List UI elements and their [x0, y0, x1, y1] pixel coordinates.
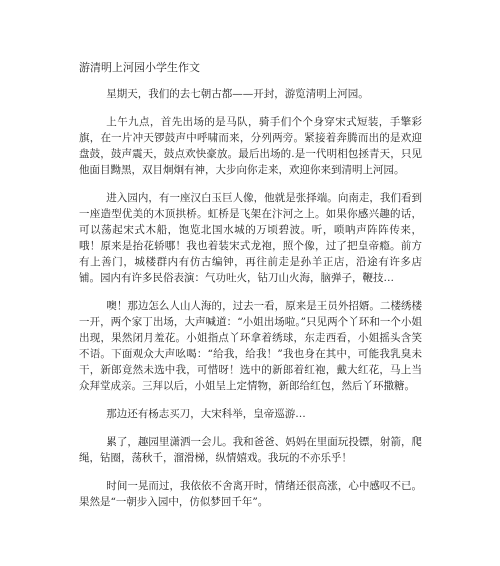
paragraph-conclusion: 时间一晃而过，我依依不舍离开时，情绪还很高涨，心中感叹不已。果然是“一朝步入园中，仿似梦回千年”。 — [79, 480, 422, 508]
paragraph-opening-ceremony: 上午九点，首先出场的是马队，骑手们个个身穿宋式短装，手擎彩旗，在一片冲天锣鼓声中呼啸而来，分列两旁。紧接着奔腾而出的是欢迎盘鼓，鼓声震天，鼓点欢快豪放。最后出场的.是一代明相包拯青天，只见他面目黝黑，双目炯炯有神，大步向你走来，欢迎你来到清明上河园。 — [79, 116, 422, 176]
paragraph-intro: 星期天，我们的去七朝古都——开封，游览清明上河园。 — [106, 88, 369, 100]
document-page — [79, 60, 422, 522]
paragraph-park-sights: 进入园内，有一座汉白玉巨人像，他就是张择端。向南走，我们看到一座造型优美的木顶拱桥。虹桥是飞架在汴河之上。如果你感兴趣的话，可以荡起宋式木船，饱览北国水城的万顷碧波。听，唢呐声阵阵传来，哦！原来是抬花轿哪！我也着装宋式龙袍，照个像，过了把皇帝瘾。前方有上善门，城楼群内有仿古编钟，再往前走是孙羊正店，沿途有许多店铺。园内有许多民俗表演：气功吐火，钻刀山火海，脑弹子，鞭技… — [79, 192, 422, 284]
paragraph-wedding-show: 噢！那边怎么人山人海的，过去一看，原来是王员外招婿。二楼绣楼一开，两个家丁出场，大声喊道：“小姐出场啦。”只见两个丫环和一个小姐出现，果然闭月羞花。小姐指点丫环拿着绣球，东走西看，小姐摇头含笑不语。下面观众大声吆喝：“给我，给我！”我也身在其中，可能我乳臭未干，新郎竟然未选中我，可惜呀！选中的新郎着红袍，戴大红花，马上当众拜堂成亲。三拜以后，小姐呈上定情物，新郎给红包，然后丫环撒糖。 — [79, 300, 422, 392]
paragraph-playground: 累了，趣园里潇洒一会儿。我和爸爸、妈妈在里面玩投镖，射箭，爬绳，钻圈，荡秋千，溜滑梯，纵情嬉戏。我玩的不亦乐乎！ — [79, 436, 422, 464]
paragraph-other-shows: 那边还有杨志买刀，大宋科举，皇帝巡游… — [106, 408, 306, 420]
document-title: 游清明上河园小学生作文 — [79, 61, 200, 74]
